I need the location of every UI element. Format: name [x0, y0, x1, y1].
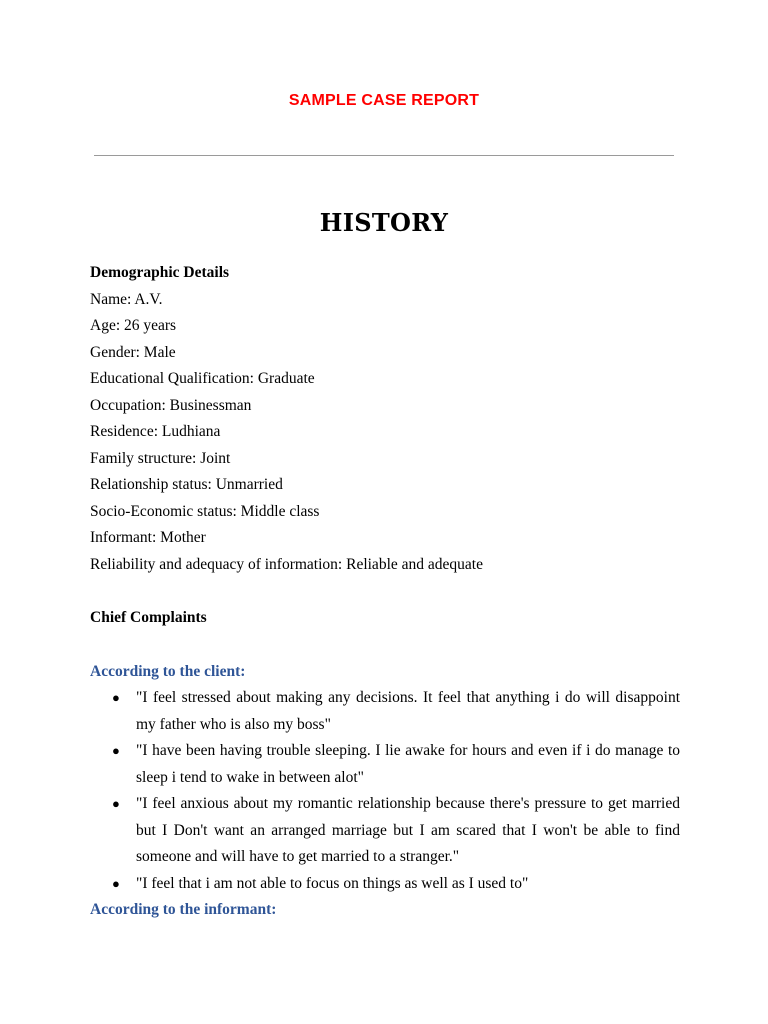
demographic-item-reliability: Reliability and adequacy of information: Reliable and adequate — [90, 555, 483, 573]
complaint-text: "I feel anxious about my romantic relationship because there's pressure to get married but I Don't want an arranged marriage but I am scared that I won't be able to find someone and will have to get married to a stranger." — [136, 795, 680, 865]
complaint-text: "I feel stressed about making any decisions. It feel that anything i do will disappoint my father who is also my boss" — [136, 689, 680, 733]
list-item — [90, 871, 680, 898]
demographic-item-gender: Gender: Male — [90, 343, 176, 361]
divider-line — [94, 155, 674, 156]
spacer — [90, 578, 680, 605]
bullet-icon: ● — [112, 875, 120, 891]
bullet-icon: ● — [112, 690, 120, 705]
report-body — [90, 260, 680, 924]
demographic-item-family-structure: Family structure: Joint — [90, 449, 231, 467]
bullet-icon: ● — [112, 743, 120, 758]
spacer — [90, 632, 680, 659]
client-subheading: According to the client: — [90, 662, 246, 680]
list-item — [90, 791, 680, 871]
demographic-item-relationship-status: Relationship status: Unmarried — [90, 476, 283, 493]
chief-complaints-heading: Chief Complaints — [90, 609, 207, 626]
demographic-item-name: Name: A.V. — [90, 290, 163, 308]
complaint-text: "I have been having trouble sleeping. I lie awake for hours and even if i do manage to sleep i tend to wake in between alot" — [136, 742, 680, 786]
complaint-text: "I feel that i am not able to focus on things as well as I used to" — [136, 874, 529, 892]
demographic-item-age: Age: 26 years — [90, 317, 177, 334]
informant-subheading: According to the informant: — [90, 901, 277, 918]
demographic-item-socio-economic-status: Socio-Economic status: Middle class — [90, 502, 320, 520]
demographic-item-informant: Informant: Mother — [90, 529, 206, 546]
demographic-item-education: Educational Qualification: Graduate — [90, 370, 315, 387]
list-item — [90, 685, 680, 738]
list-item — [90, 738, 680, 791]
bullet-icon: ● — [112, 796, 120, 811]
demographics-heading: Demographic Details — [90, 264, 230, 281]
demographic-item-occupation: Occupation: Businessman — [90, 396, 252, 414]
client-complaints-list — [90, 685, 680, 897]
section-title: HISTORY — [319, 208, 449, 237]
report-title: SAMPLE CASE REPORT — [288, 92, 480, 109]
demographic-item-residence: Residence: Ludhiana — [90, 423, 221, 440]
